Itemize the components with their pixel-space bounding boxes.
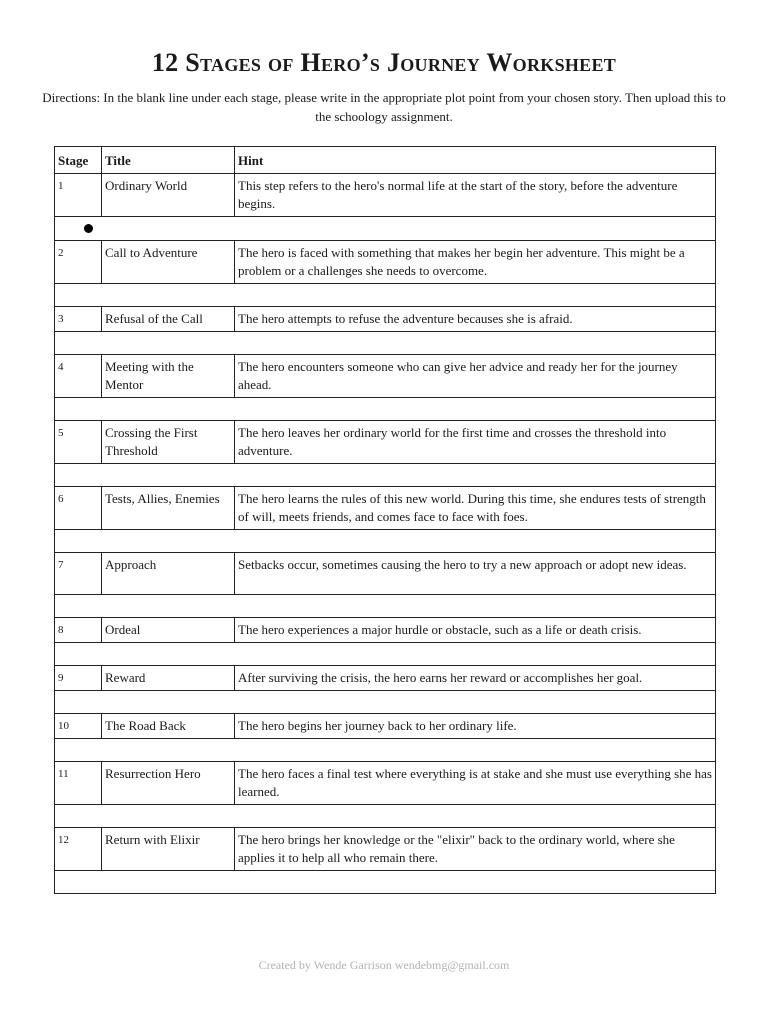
stages-table — [54, 146, 716, 894]
header-title: Title — [102, 147, 235, 174]
answer-blank-line[interactable] — [55, 398, 716, 421]
stages-table-body — [55, 174, 716, 894]
stage-title-cell: Refusal of the Call — [102, 307, 235, 332]
stage-title-cell: Reward — [102, 666, 235, 691]
stage-title-cell: Return with Elixir — [102, 828, 235, 871]
answer-blank-line[interactable] — [55, 530, 716, 553]
stage-title-cell: Ordinary World — [102, 174, 235, 217]
stage-hint-cell: The hero learns the rules of this new world. During this time, she endures tests of strength of will, meets friends, and comes face to face with foes. — [235, 487, 716, 530]
stage-title-cell: Ordeal — [102, 618, 235, 643]
answer-row[interactable] — [55, 739, 716, 762]
stage-title-cell: Tests, Allies, Enemies — [102, 487, 235, 530]
stage-number-cell: 2 — [55, 241, 102, 284]
stage-hint-cell: The hero faces a final test where everything is at stake and she must use everything she has learned. — [235, 762, 716, 805]
answer-blank-line[interactable] — [55, 332, 716, 355]
footer-credit: Created by Wende Garrison wendebmg@gmail.com — [258, 958, 510, 972]
stage-row — [55, 487, 716, 530]
answer-row[interactable] — [55, 398, 716, 421]
stage-number-cell: 6 — [55, 487, 102, 530]
stage-title-cell: Approach — [102, 553, 235, 595]
stage-hint-cell: The hero experiences a major hurdle or obstacle, such as a life or death crisis. — [235, 618, 716, 643]
stage-number-cell: 8 — [55, 618, 102, 643]
stage-hint-cell: The hero leaves her ordinary world for the first time and crosses the threshold into adventure. — [235, 421, 716, 464]
title-number: 12 — [151, 48, 179, 77]
stage-row — [55, 307, 716, 332]
header-hint: Hint — [235, 147, 716, 174]
stage-row — [55, 828, 716, 871]
stage-title-cell: Meeting with the Mentor — [102, 355, 235, 398]
stage-number-cell: 7 — [55, 553, 102, 595]
stage-number-cell: 1 — [55, 174, 102, 217]
answer-blank-line[interactable] — [55, 595, 716, 618]
stage-row — [55, 355, 716, 398]
answer-blank-line[interactable] — [55, 217, 716, 241]
answer-row[interactable] — [55, 595, 716, 618]
stage-hint-cell: The hero attempts to refuse the adventure becauses she is afraid. — [235, 307, 716, 332]
stage-hint-cell: The hero encounters someone who can give her advice and ready her for the journey ahead. — [235, 355, 716, 398]
stage-row — [55, 241, 716, 284]
stage-hint-cell: The hero begins her journey back to her ordinary life. — [235, 714, 716, 739]
answer-row[interactable] — [55, 643, 716, 666]
stage-number-cell: 11 — [55, 762, 102, 805]
answer-row[interactable] — [55, 284, 716, 307]
table-header-row — [55, 147, 716, 174]
stage-title-cell: Crossing the First Threshold — [102, 421, 235, 464]
answer-blank-line[interactable] — [55, 871, 716, 894]
answer-blank-line[interactable] — [55, 739, 716, 762]
answer-row[interactable] — [55, 805, 716, 828]
stage-row — [55, 714, 716, 739]
stage-hint-cell: Setbacks occur, sometimes causing the hero to try a new approach or adopt new ideas. — [235, 553, 716, 595]
answer-blank-line[interactable] — [55, 805, 716, 828]
stage-row — [55, 174, 716, 217]
answer-row[interactable] — [55, 217, 716, 241]
stage-hint-cell: The hero brings her knowledge or the "elixir" back to the ordinary world, where she applies it to help all who remain there. — [235, 828, 716, 871]
answer-row[interactable] — [55, 464, 716, 487]
title-text: Stages of Hero’s Journey Worksheet — [185, 48, 617, 77]
stage-number-cell: 5 — [55, 421, 102, 464]
answer-blank-line[interactable] — [55, 691, 716, 714]
stage-row — [55, 618, 716, 643]
stage-hint-cell: The hero is faced with something that makes her begin her adventure. This might be a problem or a challenges she needs to overcome. — [235, 241, 716, 284]
answer-row[interactable] — [55, 691, 716, 714]
stage-number-cell: 3 — [55, 307, 102, 332]
header-stage: Stage — [55, 147, 102, 174]
stage-row — [55, 666, 716, 691]
bullet-icon — [84, 224, 93, 233]
stage-row — [55, 421, 716, 464]
stage-row — [55, 762, 716, 805]
answer-blank-line[interactable] — [55, 643, 716, 666]
stage-number-cell: 4 — [55, 355, 102, 398]
stage-title-cell: Call to Adventure — [102, 241, 235, 284]
stage-hint-cell: After surviving the crisis, the hero earns her reward or accomplishes her goal. — [235, 666, 716, 691]
directions-text: Directions: In the blank line under each stage, please write in the appropriate plot point from your chosen story. Then upload this to the schoology assignment. — [42, 90, 726, 124]
page-title — [0, 48, 768, 78]
answer-row[interactable] — [55, 871, 716, 894]
stage-row — [55, 553, 716, 595]
answer-blank-line[interactable] — [55, 464, 716, 487]
stage-title-cell: The Road Back — [102, 714, 235, 739]
stage-number-cell: 12 — [55, 828, 102, 871]
answer-blank-line[interactable] — [55, 284, 716, 307]
stage-number-cell: 10 — [55, 714, 102, 739]
answer-row[interactable] — [55, 332, 716, 355]
stage-hint-cell: This step refers to the hero's normal life at the start of the story, before the adventure begins. — [235, 174, 716, 217]
stage-number-cell: 9 — [55, 666, 102, 691]
answer-row[interactable] — [55, 530, 716, 553]
stage-title-cell: Resurrection Hero — [102, 762, 235, 805]
